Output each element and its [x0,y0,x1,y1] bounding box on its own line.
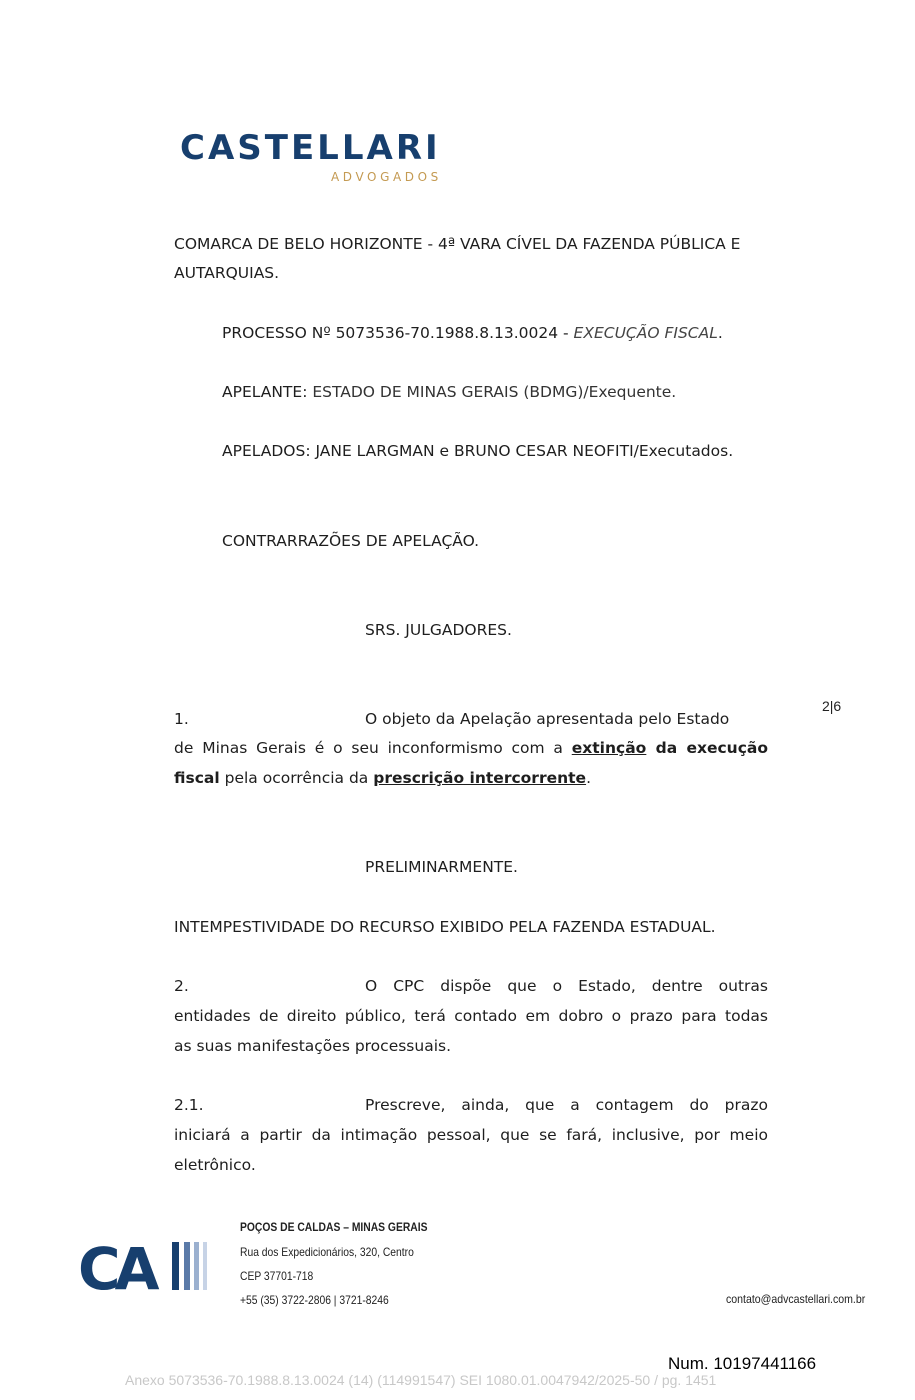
prescricao-emphasis: prescrição intercorrente [373,769,587,787]
srs-julgadores: SRS. JULGADORES. [365,621,512,639]
processo-label: PROCESSO Nº 5073536-70.1988.8.13.0024 - [222,324,574,342]
contrarrazoes-heading: CONTRARRAZÕES DE APELAÇÃO. [222,532,480,550]
footer-phone: +55 (35) 3722-2806 | 3721-8246 [240,1293,389,1307]
page-number: 2|6 [822,698,842,714]
p2-number: 2. [174,977,189,995]
footer-email: contato@advcastellari.com.br [726,1292,866,1306]
footer-city: POÇOS DE CALDAS – MINAS GERAIS [240,1220,428,1234]
p21-line-1: Prescreve, ainda, que a contagem do prazo [365,1096,768,1114]
p21-line-2: iniciará a partir da intimação pessoal, que se fará, inclusive, por meio [174,1126,768,1144]
p1-line-3 [174,763,591,793]
preliminarmente-heading: PRELIMINARMENTE. [365,858,518,876]
intempestividade-heading: INTEMPESTIVIDADE DO RECURSO EXIBIDO PELA FAZENDA ESTADUAL. [174,918,716,936]
fiscal-emphasis: fiscal [174,769,220,787]
castellari-logo-text: CASTELLARI [180,128,441,168]
advogados-logo-text: ADVOGADOS [331,170,442,184]
footer-address: Rua dos Expedicionários, 320, Centro [240,1245,414,1259]
annex-stamp: Anexo 5073536-70.1988.8.13.0024 (14) (114991547) SEI 1080.01.0047942/2025-50 / pg. 1451 [125,1372,717,1388]
apelante-line [222,377,676,407]
p21-number: 2.1. [174,1096,204,1114]
p2-line-1: O CPC dispõe que o Estado, dentre outras [365,977,768,995]
apelante-value: ESTADO DE MINAS GERAIS (BDMG)/Exequente. [312,383,677,401]
comarca-line-1: COMARCA DE BELO HORIZONTE - 4ª VARA CÍVEL DA FAZENDA PÚBLICA E [174,235,741,253]
footer-cep: CEP 37701-718 [240,1269,314,1283]
apelados-line: APELADOS: JANE LARGMAN e BRUNO CESAR NEOFITI/Executados. [222,442,734,460]
ca-footer-logo [78,1238,212,1294]
processo-type: EXECUÇÃO FISCAL [573,324,718,342]
p2-line-3: as suas manifestações processuais. [174,1037,452,1055]
p21-line-3: eletrônico. [174,1156,256,1174]
svg-text:CA: CA [78,1238,154,1294]
da-execucao-emphasis: da execução [646,739,769,757]
processo-line: PROCESSO Nº 5073536-70.1988.8.13.0024 - EXECUÇÃO FISCAL. [222,324,723,342]
p1-line-2-text: de Minas Gerais é o seu inconformismo com a [174,739,572,757]
p1-number: 1. [174,710,189,728]
p2-line-2: entidades de direito público, terá contado em dobro o prazo para todas [174,1007,768,1025]
extincao-emphasis: extinção [571,739,647,757]
comarca-line-2: AUTARQUIAS. [174,264,280,282]
apelante-label: APELANTE: [222,383,313,401]
p1-period: . [586,769,591,787]
document-number: Num. 10197441166 [668,1354,817,1373]
p1-line-3-text: pela ocorrência da [219,769,374,787]
p1-line-1: O objeto da Apelação apresentada pelo Estado [365,710,730,728]
p1-line-2 [174,733,768,763]
